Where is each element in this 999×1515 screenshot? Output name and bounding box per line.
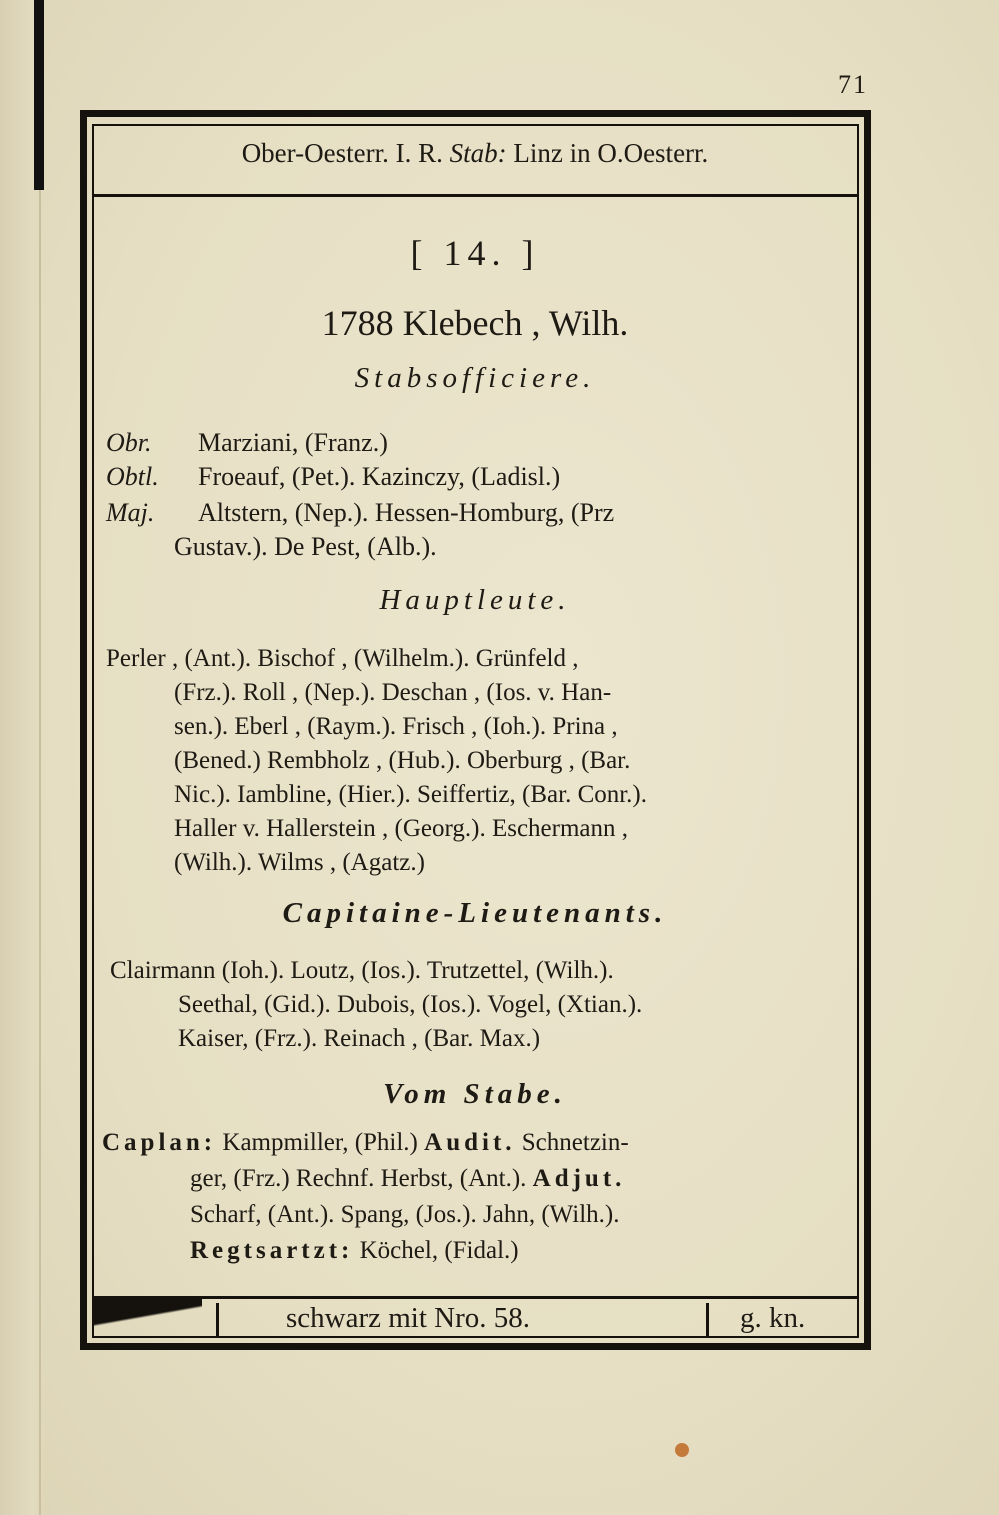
button-color: g. kn.: [740, 1302, 806, 1334]
section-title-hauptleute: Hauptleute.: [379, 584, 571, 616]
rank-label: Obtl.: [106, 462, 159, 491]
paper-stain: [675, 1443, 689, 1457]
list-item: Scharf, (Ant.). Spang, (Jos.). Jahn, (Wilh.).: [190, 1201, 620, 1228]
list-item: (Frz.). Roll , (Nep.). Deschan , (Ios. v. Han-: [174, 679, 612, 706]
list-item: [174, 530, 437, 564]
footer-divider: [706, 1303, 709, 1337]
gutter-mark: [34, 0, 44, 190]
audit-label: Audit.: [424, 1129, 516, 1156]
footer-rule: [92, 1296, 859, 1299]
regiment-header: [100, 138, 850, 169]
section-title-vom-stabe: Vom Stabe.: [383, 1078, 567, 1110]
officer-names: Gustav.). De Pest, (Alb.).: [174, 532, 437, 561]
facing-color: schwarz mit Nro. 58.: [286, 1302, 531, 1334]
colonel-line: 1788 Klebech , Wilh.: [321, 303, 629, 343]
footer-wedge: [92, 1296, 202, 1336]
staff-names: ger, (Frz.) Rechnf. Herbst, (Ant.).: [190, 1165, 527, 1192]
officer-names: Altstern, (Nep.). Hessen-Homburg, (Prz: [198, 498, 615, 527]
list-item: [102, 1126, 629, 1160]
list-item: Haller v. Hallerstein , (Georg.). Eschermann ,: [174, 815, 629, 842]
regtsartzt-name: Köchel, (Fidal.): [359, 1237, 519, 1264]
list-item: [106, 426, 388, 460]
list-item: [190, 1162, 625, 1196]
list-item: Kaiser, (Frz.). Reinach , (Bar. Max.): [178, 1025, 541, 1052]
rank-label: Maj.: [106, 498, 155, 527]
adjut-label: Adjut.: [532, 1165, 626, 1192]
header-right: Linz in O.Oesterr.: [513, 138, 709, 168]
list-item: [106, 460, 560, 494]
regtsartzt-label: Regtsartzt:: [190, 1237, 354, 1264]
list-item: Perler , (Ant.). Bischof , (Wilhelm.). Grünfeld ,: [106, 645, 579, 672]
list-item: sen.). Eberl , (Raym.). Frisch , (Ioh.). Prina ,: [174, 713, 618, 740]
officer-names: Marziani, (Franz.): [198, 428, 388, 457]
section-title-capitaine: Capitaine-Lieutenants.: [282, 897, 668, 929]
list-item: (Wilh.). Wilms , (Agatz.): [174, 849, 425, 876]
header-rule: [92, 194, 859, 197]
caplan-name: Kampmiller, (Phil.): [222, 1129, 418, 1156]
header-stab-label: Stab:: [449, 138, 507, 168]
officer-names: Froeauf, (Pet.). Kazinczy, (Ladisl.): [198, 462, 561, 491]
gutter-line: [39, 190, 41, 1515]
list-item: Clairmann (Ioh.). Loutz, (Ios.). Trutzettel, (Wilh.).: [110, 957, 614, 984]
list-item: Seethal, (Gid.). Dubois, (Ios.). Vogel, (Xtian.).: [178, 991, 643, 1018]
list-item: Nic.). Iambline, (Hier.). Seiffertiz, (Bar. Conr.).: [174, 781, 648, 808]
header-left: Ober-Oesterr. I. R.: [241, 138, 443, 168]
rank-label: Obr.: [106, 428, 152, 457]
list-item: [190, 1234, 519, 1268]
section-title-stabsofficiere: Stabsofficiere.: [354, 362, 596, 394]
list-item: (Bened.) Rembholz , (Hub.). Oberburg , (Bar.: [174, 747, 631, 774]
audit-name: Schnetzin-: [521, 1129, 629, 1156]
regiment-number: [ 14. ]: [410, 233, 540, 273]
list-item: [106, 496, 614, 530]
caplan-label: Caplan:: [102, 1129, 217, 1156]
page-number: 71: [838, 70, 868, 99]
footer-divider: [216, 1303, 219, 1337]
